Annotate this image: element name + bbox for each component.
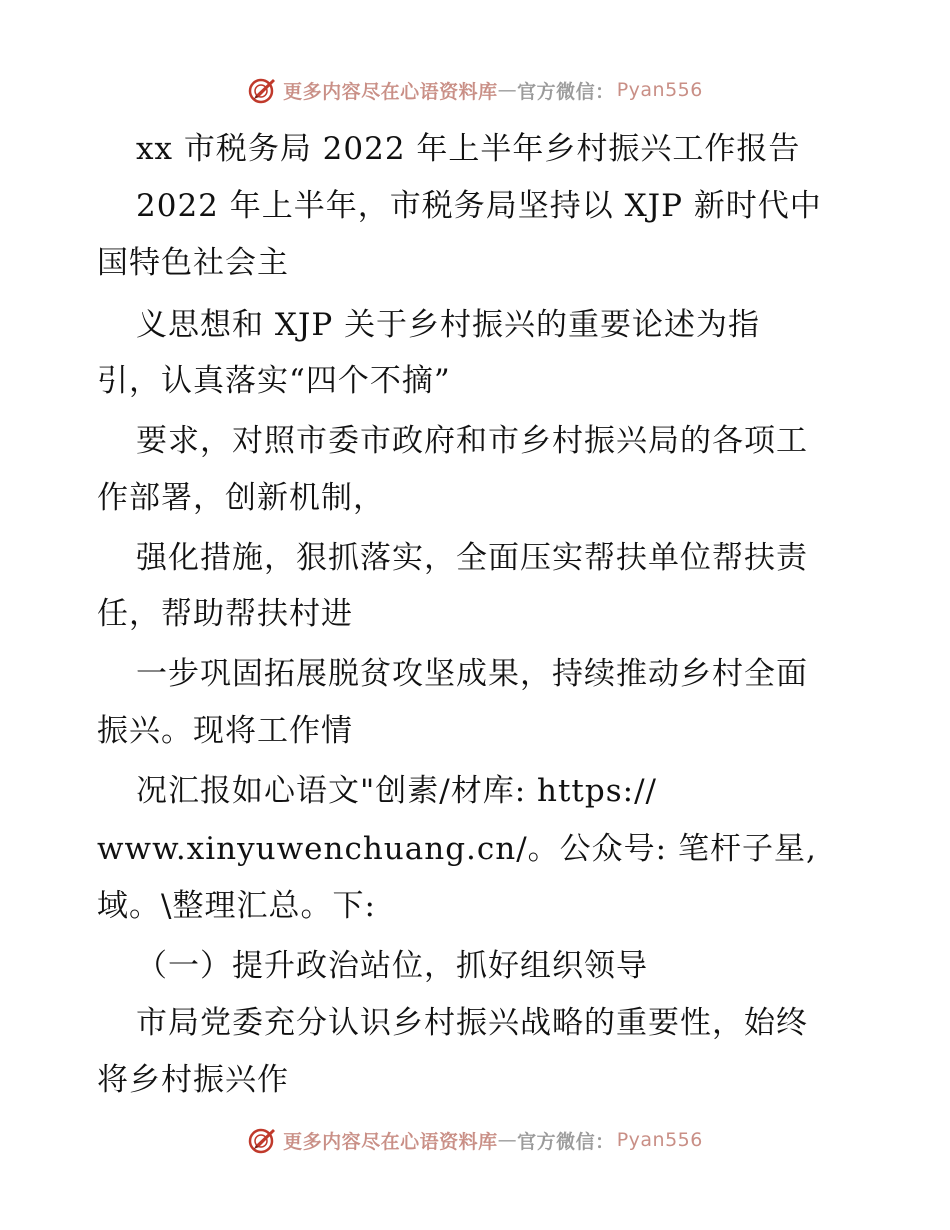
text-line: 域。\整理汇总。下: xyxy=(97,888,376,924)
text-line: 将乡村振兴作 xyxy=(97,1062,289,1098)
banner-official-label: 官方微信： xyxy=(517,80,615,103)
text-line: 义思想和 XJP 关于乡村振兴的重要论述为指 xyxy=(136,307,761,343)
text-line: 市局党委充分认识乡村振兴战略的重要性，始终 xyxy=(136,1005,808,1041)
banner-main-text: 更多内容尽在心语资料库 xyxy=(283,80,498,103)
banner-official-label: 官方微信： xyxy=(517,1130,615,1153)
text-line: 一步巩固拓展脱贫攻坚成果，持续推动乡村全面 xyxy=(136,656,808,692)
text-line: 国特色社会主 xyxy=(97,245,289,281)
pen-logo-icon xyxy=(247,1125,277,1155)
text-line: 振兴。现将工作情 xyxy=(97,713,353,749)
text-line: 作部署，创新机制， xyxy=(97,480,385,516)
text-line: 2022 年上半年，市税务局坚持以 XJP 新时代中 xyxy=(136,188,822,224)
text-line: 强化措施，狠抓落实，全面压实帮扶单位帮扶责 xyxy=(136,540,808,576)
banner-wechat-id: Pyan556 xyxy=(616,79,703,101)
section-heading: （一）提升政治站位，抓好组织领导 xyxy=(136,948,648,984)
text-line: 引，认真落实“四个不摘” xyxy=(97,363,451,399)
text-line: 要求，对照市委市政府和市乡村振兴局的各项工 xyxy=(136,423,808,459)
banner-main-text: 更多内容尽在心语资料库 xyxy=(283,1130,498,1153)
document-title: xx 市税务局 2022 年上半年乡村振兴工作报告 xyxy=(136,131,801,167)
banner-separator: — xyxy=(497,1129,518,1151)
text-line: 任，帮助帮扶村进 xyxy=(97,596,353,632)
banner-wechat-id: Pyan556 xyxy=(616,1129,703,1151)
text-line: 况汇报如心语文"创素/材库: https:// xyxy=(136,773,657,809)
banner-separator: — xyxy=(497,79,518,101)
text-line: www.xinyuwenchuang.cn/。公众号: 笔杆子星, xyxy=(97,831,817,867)
footer-watermark-banner xyxy=(0,1120,950,1160)
